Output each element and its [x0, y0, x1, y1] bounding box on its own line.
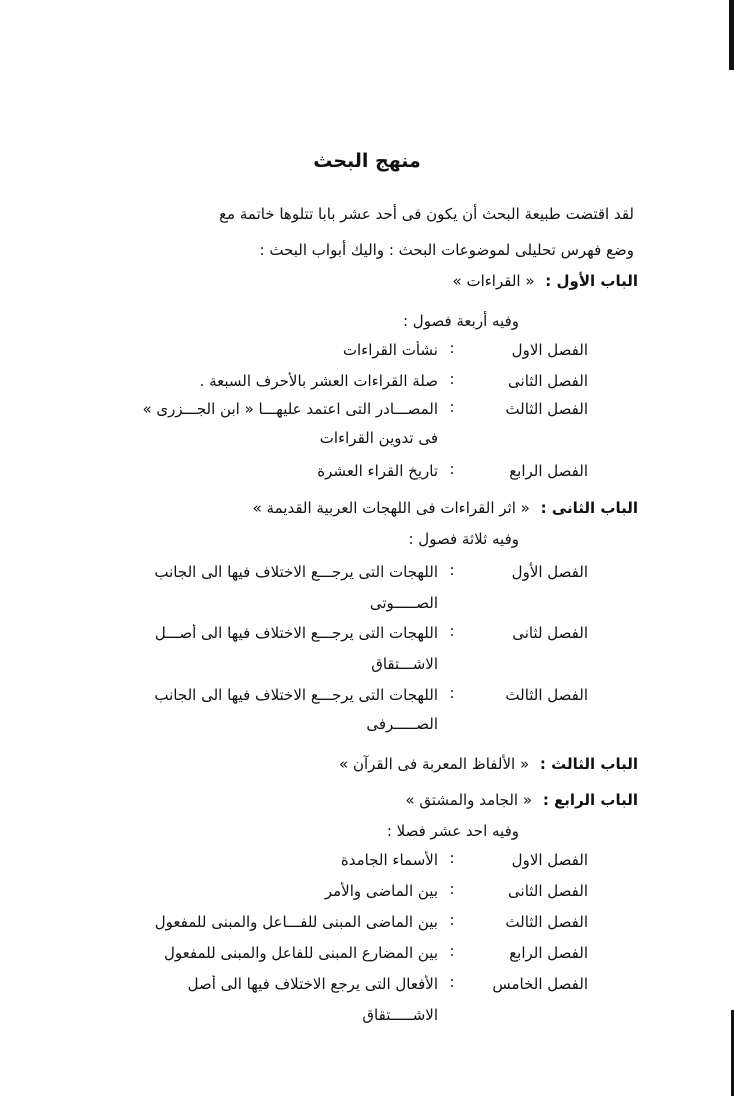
chapter-colon: :	[449, 561, 455, 579]
chapter-description: اللهجات التى يرجـــع الاختلاف فيها الى الجانب	[154, 563, 438, 581]
chapter-label: الفصل الأول	[511, 563, 588, 581]
chapter-colon: :	[449, 973, 455, 991]
chapter-count: وفيه ثلاثة فصول :	[408, 530, 519, 548]
chapter-description-continued: الصـــــوتى	[369, 594, 438, 612]
chapter-label: الفصل الثانى	[508, 372, 588, 390]
chapter-label: الفصل الثالث	[505, 913, 588, 931]
intro-line: وضع فهرس تحليلى لموضوعات البحث : واليك أبواب البحث :	[259, 241, 634, 259]
chapter-description: بين الماضى المبنى للفـــاعل والمبنى للمفعول	[154, 913, 438, 931]
chapter-label: الفصل الثالث	[505, 400, 588, 418]
part-title: « اثر القراءات فى اللهجات العربية القديمة »	[252, 499, 530, 517]
scan-edge-mark	[729, 0, 734, 70]
chapter-colon: :	[449, 370, 455, 388]
chapter-colon: :	[449, 849, 455, 867]
part-label: الباب الرابع :	[542, 791, 638, 809]
chapter-colon: :	[449, 622, 455, 640]
chapter-description-continued: الاشـــــتقاق	[362, 1006, 438, 1024]
chapter-label: الفصل الرابع	[509, 944, 588, 962]
part-heading	[38, 755, 638, 773]
chapter-colon: :	[449, 880, 455, 898]
chapter-description: بين الماضى والأمر	[324, 882, 438, 900]
part-title: « الألفاظ المعربة فى القرآن »	[339, 755, 530, 773]
part-title: « الجامد والمشتق »	[405, 791, 533, 809]
chapter-label: الفصل الاول	[511, 341, 588, 359]
part-label: الباب الثالث :	[539, 755, 638, 773]
chapter-count: وفيه أربعة فصول :	[402, 312, 519, 330]
chapter-label: الفصل الثانى	[508, 882, 588, 900]
chapter-colon: :	[449, 911, 455, 929]
chapter-description: الأفعال التى يرجع الاختلاف فيها الى أصل	[187, 975, 438, 993]
chapter-colon: :	[449, 942, 455, 960]
chapter-description: صلة القراءات العشر بالأحرف السبعة .	[199, 372, 438, 390]
chapter-label: الفصل الاول	[511, 851, 588, 869]
part-label: الباب الأول :	[545, 272, 638, 290]
chapter-description: بين المضارع المبنى للفاعل والمبنى للمفعول	[164, 944, 438, 962]
chapter-description: الأسماء الجامدة	[340, 851, 438, 869]
chapter-description: تاريخ القراء العشرة	[317, 462, 438, 480]
chapter-label: الفصل الخامس	[492, 975, 588, 993]
chapter-description-continued: فى تدوين القراءات	[319, 429, 438, 447]
chapter-colon: :	[449, 339, 455, 357]
part-heading	[38, 499, 638, 517]
chapter-colon: :	[449, 460, 455, 478]
chapter-colon: :	[449, 398, 455, 416]
chapter-count: وفيه احد عشر فصلا :	[386, 822, 519, 840]
chapter-colon: :	[449, 684, 455, 702]
chapter-description: اللهجات التى يرجـــع الاختلاف فيها الى أصـــل	[154, 624, 438, 642]
chapter-description-continued: الصـــــرفى	[366, 715, 438, 733]
intro-line: لقد اقتضت طبيعة البحث أن يكون فى أحد عشر بابا تتلوها خاتمة مع	[219, 205, 634, 223]
chapter-description: المصـــادر التى اعتمد عليهـــا « ابن الجـــزرى »	[142, 400, 438, 418]
part-heading	[38, 272, 638, 290]
part-title: « القراءات »	[452, 272, 535, 290]
chapter-description: اللهجات التى يرجـــع الاختلاف فيها الى الجانب	[154, 686, 438, 704]
chapter-label: الفصل الثالث	[505, 686, 588, 704]
chapter-label: الفصل الرابع	[509, 462, 588, 480]
chapter-label: الفصل لثانى	[512, 624, 588, 642]
part-label: الباب الثانى :	[540, 499, 638, 517]
chapter-description: نشأت القراءات	[342, 341, 438, 359]
part-heading	[38, 791, 638, 809]
chapter-description-continued: الاشـــتقاق	[371, 655, 438, 673]
page-title: منهج البحث	[313, 150, 421, 172]
